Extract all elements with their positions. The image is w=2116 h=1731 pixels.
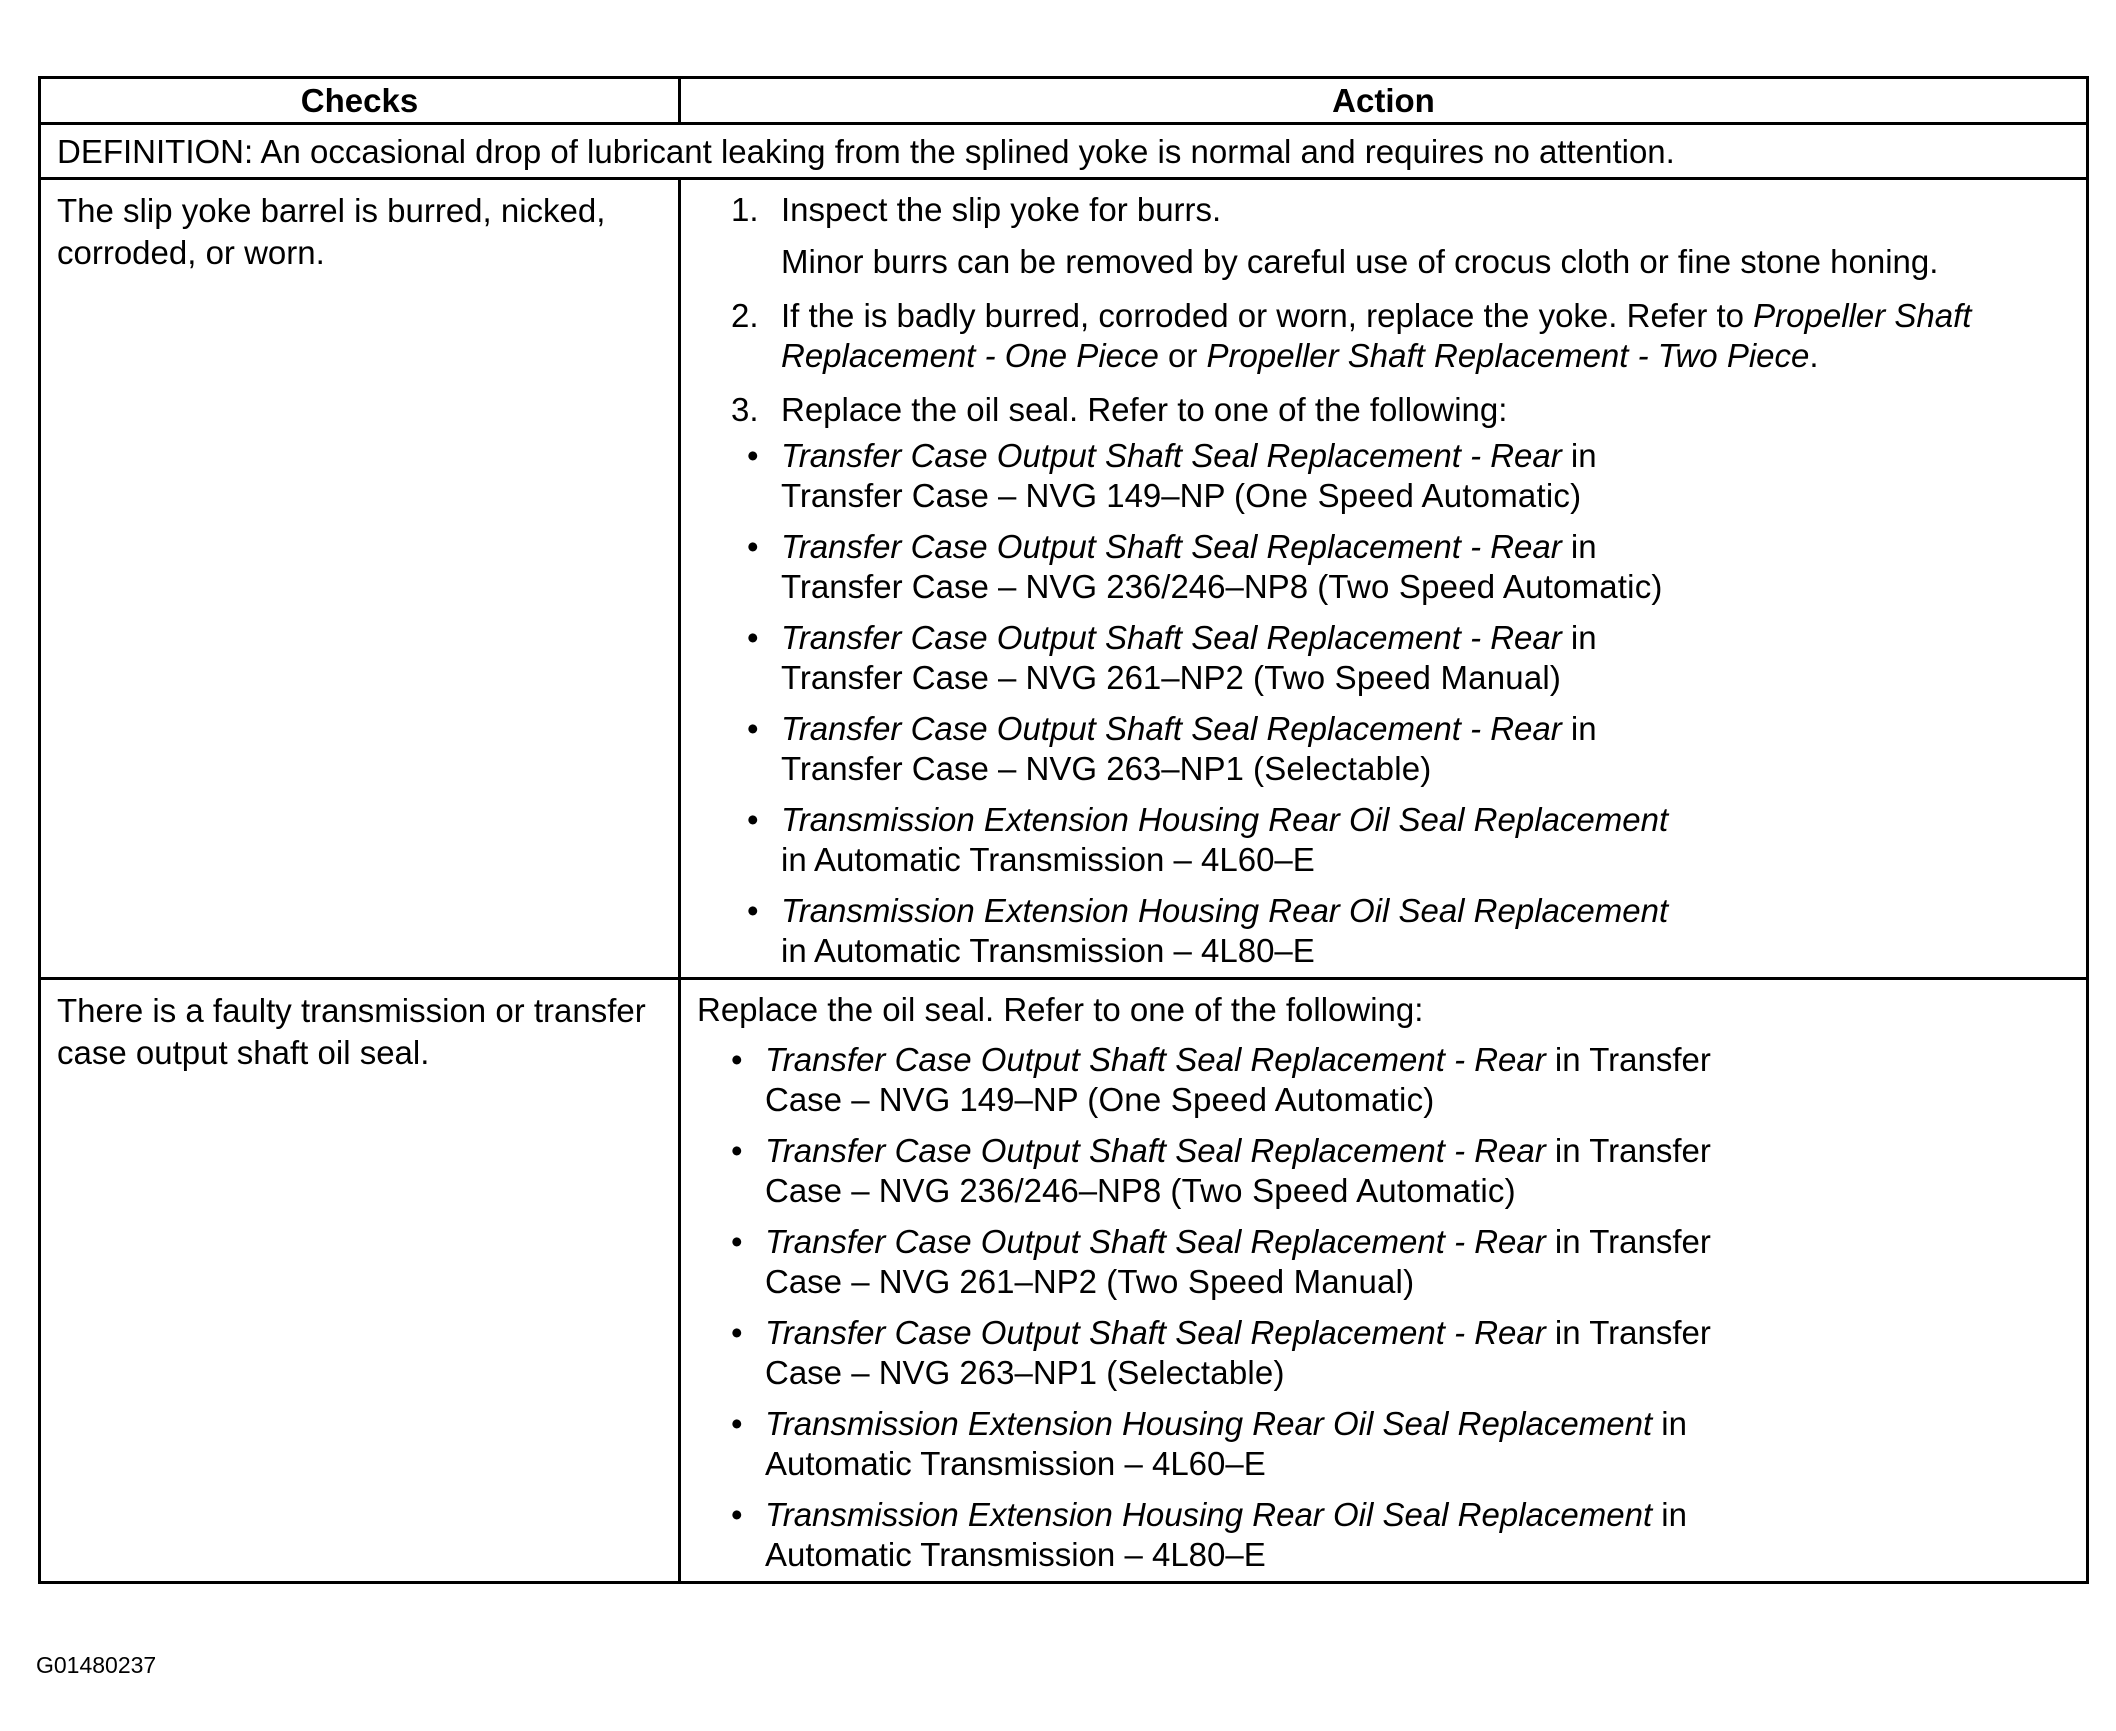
reference-case: Case – NVG 263–NP1 <box>765 1354 1098 1391</box>
step-list <box>697 190 2072 430</box>
header-action: Action <box>680 78 2088 124</box>
reference-case-type: (Two Speed Automatic) <box>1170 1172 1516 1209</box>
figure-code: G01480237 <box>36 1652 157 1678</box>
diagnostic-table <box>38 76 2089 1584</box>
reference-case: Case – NVG 149–NP <box>765 1081 1079 1118</box>
reference-in: in Transfer <box>1545 1041 1711 1078</box>
reference-item <box>747 436 2072 516</box>
reference-case: Transfer Case – NVG 236/246–NP8 <box>781 568 1309 605</box>
reference-title: Transfer Case Output Shaft Seal Replacement - Rear <box>781 437 1562 474</box>
bullet-icon: • <box>747 528 759 565</box>
reference-case-type: (Two Speed Automatic) <box>1317 568 1663 605</box>
reference-in: in Transfer <box>1545 1314 1711 1351</box>
reference-title: Transmission Extension Housing Rear Oil Seal Replacement <box>765 1496 1653 1533</box>
reference-case: Case – NVG 236/246–NP8 <box>765 1172 1162 1209</box>
bullet-icon: • <box>731 1405 743 1442</box>
reference-item <box>747 618 2072 698</box>
reference-case: Automatic Transmission – 4L60–E <box>765 1445 1266 1482</box>
reference-title: Transfer Case Output Shaft Seal Replacement - Rear <box>781 710 1562 747</box>
bullet-icon: • <box>747 619 759 656</box>
reference-case: Automatic Transmission – 4L80–E <box>765 1536 1266 1573</box>
reference-list <box>697 1040 2072 1575</box>
reference-case-type: (Two Speed Manual) <box>1253 659 1562 696</box>
header-row <box>40 78 2088 124</box>
bullet-icon: • <box>731 1314 743 1351</box>
reference-in: in Transfer <box>1545 1223 1711 1260</box>
bullet-icon: • <box>731 1041 743 1078</box>
definition-text: DEFINITION: An occasional drop of lubricant leaking from the splined yoke is normal and requires no attention. <box>40 124 2088 179</box>
reference-title: Transfer Case Output Shaft Seal Replacement - Rear <box>765 1223 1546 1260</box>
reference-in: in <box>1561 619 1597 656</box>
step-number: 1. <box>731 191 759 228</box>
reference-title: Transfer Case Output Shaft Seal Replacement - Rear <box>781 528 1562 565</box>
bullet-icon: • <box>731 1223 743 1260</box>
reference-item <box>747 709 2072 789</box>
step-text: Inspect the slip yoke for burrs. <box>781 191 1222 228</box>
reference-in: in <box>1561 437 1597 474</box>
step-number: 3. <box>731 391 759 428</box>
reference-case-type: (Selectable) <box>1253 750 1432 787</box>
reference-in: in <box>1652 1496 1687 1533</box>
bullet-icon: • <box>747 892 759 929</box>
reference-title: Transfer Case Output Shaft Seal Replacement - Rear <box>765 1132 1546 1169</box>
reference-case-type: (Selectable) <box>1106 1354 1285 1391</box>
reference-case-type: (Two Speed Manual) <box>1106 1263 1415 1300</box>
step-text-mid: or <box>1158 337 1207 374</box>
reference-title: Transfer Case Output Shaft Seal Replacement - Rear <box>765 1314 1546 1351</box>
step-note: Minor burrs can be removed by careful use of crocus cloth or fine stone honing. <box>781 243 1939 280</box>
reference-title: Propeller Shaft Replacement - One Piece <box>781 297 1972 374</box>
step-item <box>731 190 2072 282</box>
reference-title: Transfer Case Output Shaft Seal Replacement - Rear <box>765 1041 1546 1078</box>
reference-item <box>731 1222 2072 1302</box>
step-number: 2. <box>731 297 759 334</box>
table-row <box>40 179 2088 979</box>
reference-case-type: (One Speed Automatic) <box>1087 1081 1435 1118</box>
reference-item <box>731 1404 2072 1484</box>
action-cell <box>680 979 2088 1583</box>
reference-in: in <box>1561 528 1597 565</box>
reference-title: Transmission Extension Housing Rear Oil Seal Replacement <box>765 1405 1653 1442</box>
reference-case-type: (One Speed Automatic) <box>1234 477 1582 514</box>
reference-case: Transfer Case – NVG 149–NP <box>781 477 1225 514</box>
reference-item <box>731 1131 2072 1211</box>
reference-in: in Transfer <box>1545 1132 1711 1169</box>
reference-title: Propeller Shaft Replacement - Two Piece <box>1206 337 1810 374</box>
reference-case: Transfer Case – NVG 261–NP2 <box>781 659 1244 696</box>
reference-title: Transfer Case Output Shaft Seal Replacement - Rear <box>781 619 1562 656</box>
reference-case: in Automatic Transmission – 4L80–E <box>781 932 1315 969</box>
step-text-end: . <box>1809 337 1819 374</box>
reference-item <box>731 1313 2072 1393</box>
reference-title: Transmission Extension Housing Rear Oil Seal Replacement <box>781 801 1669 838</box>
bullet-icon: • <box>731 1496 743 1533</box>
bullet-icon: • <box>747 437 759 474</box>
reference-item <box>747 891 2072 971</box>
check-cell: There is a faulty transmission or transfer case output shaft oil seal. <box>40 979 680 1583</box>
reference-title: Transmission Extension Housing Rear Oil Seal Replacement <box>781 892 1669 929</box>
reference-case: in Automatic Transmission – 4L60–E <box>781 841 1315 878</box>
header-checks: Checks <box>40 78 680 124</box>
reference-in: in <box>1652 1405 1687 1442</box>
reference-case: Case – NVG 261–NP2 <box>765 1263 1098 1300</box>
table-row <box>40 979 2088 1583</box>
reference-list <box>697 436 2072 971</box>
step-item <box>731 390 2072 430</box>
bullet-icon: • <box>747 710 759 747</box>
check-cell: The slip yoke barrel is burred, nicked, corroded, or worn. <box>40 179 680 979</box>
action-cell <box>680 179 2088 979</box>
reference-in: in <box>1561 710 1597 747</box>
reference-item <box>747 800 2072 880</box>
definition-row <box>40 124 2088 179</box>
action-intro: Replace the oil seal. Refer to one of the following: <box>697 991 1424 1028</box>
step-text: If the is badly burred, corroded or worn, replace the yoke. Refer to <box>781 297 1754 334</box>
step-item <box>731 296 2072 376</box>
bullet-icon: • <box>747 801 759 838</box>
reference-item <box>731 1495 2072 1575</box>
reference-case: Transfer Case – NVG 263–NP1 <box>781 750 1244 787</box>
reference-item <box>747 527 2072 607</box>
step-text: Replace the oil seal. Refer to one of the following: <box>781 391 1508 428</box>
reference-item <box>731 1040 2072 1120</box>
bullet-icon: • <box>731 1132 743 1169</box>
